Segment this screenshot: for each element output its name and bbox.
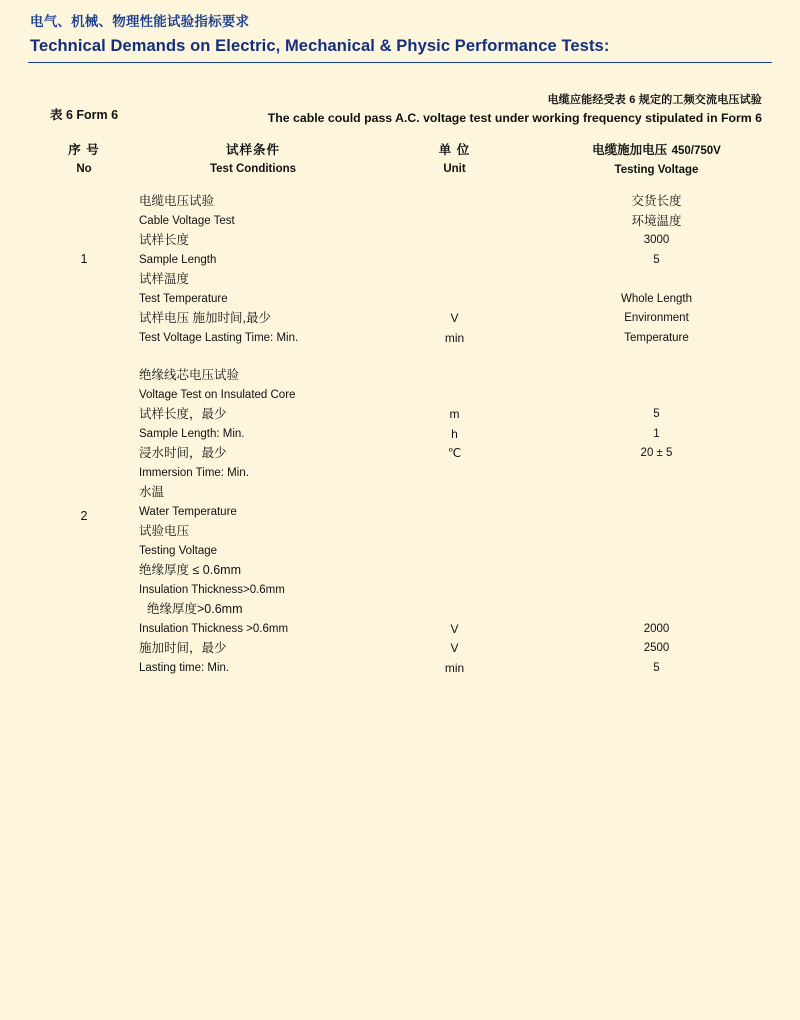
form-note	[268, 91, 764, 125]
condition-line: 试样电压 施加时间,最少	[139, 311, 271, 325]
header-unit-en: Unit	[443, 163, 466, 175]
condition-line: Insulation Thickness >0.6mm	[139, 622, 289, 635]
unit-line	[367, 386, 542, 406]
unit-line	[367, 503, 542, 523]
condition-line: Cable Voltage Test	[139, 214, 235, 227]
row2-unit-cell	[367, 358, 542, 688]
header-no-cn: 序 号	[68, 143, 100, 157]
form-number: 表 6 Form 6	[50, 108, 119, 122]
header-voltage-en: Testing Voltage	[614, 164, 699, 176]
page-title-en: Technical Demands on Electric, Mechanical & Physic Performance Tests:	[30, 37, 610, 55]
voltage-line	[542, 503, 771, 523]
unit-line	[367, 464, 542, 484]
header-conditions-en: Test Conditions	[209, 163, 297, 175]
row2-no: 2	[80, 509, 88, 523]
voltage-line	[542, 386, 771, 406]
row2-conditions	[139, 358, 367, 688]
form-note-en: The cable could pass A.C. voltage test under working frequency stipulated in Form 6	[267, 111, 762, 125]
unit-line	[367, 600, 542, 620]
form-caption	[28, 91, 772, 125]
unit-line: m	[449, 407, 460, 421]
header-cell-no	[29, 133, 139, 184]
header-voltage-first-line	[544, 140, 769, 159]
condition-line: 水温	[139, 485, 165, 499]
header-cell-voltage	[542, 133, 771, 184]
voltage-line: 交货长度	[631, 194, 682, 208]
unit-line: V	[450, 621, 459, 636]
condition-line: 绝缘厚度>0.6mm	[147, 602, 243, 616]
unit-line: ℃	[447, 446, 462, 460]
unit-line	[367, 581, 542, 601]
voltage-line: 20 ± 5	[640, 447, 673, 459]
voltage-line	[542, 464, 771, 484]
header-no-en: No	[76, 163, 92, 175]
header-voltage-rating: 450/750V	[671, 145, 721, 157]
test-conditions-table	[29, 133, 771, 688]
condition-line: 浸水时间，最少	[139, 446, 227, 460]
voltage-line: 环境温度	[631, 213, 682, 228]
condition-line: Testing Voltage	[139, 544, 218, 557]
row1-units	[367, 184, 542, 358]
condition-line: 试样温度	[139, 272, 190, 286]
row1-conditions-cell	[139, 184, 367, 358]
unit-line: min	[444, 660, 465, 675]
voltage-line: 5	[653, 408, 660, 420]
condition-line: 试样长度，最少	[139, 407, 227, 421]
voltage-line: 5	[653, 253, 660, 266]
condition-line: 施加时间，最少	[139, 641, 227, 655]
row2-conditions-cell	[139, 358, 367, 688]
condition-line: Immersion Time: Min.	[139, 466, 249, 479]
row2-units	[367, 358, 542, 688]
condition-line: Insulation Thickness>0.6mm	[139, 583, 285, 596]
unit-line: h	[451, 426, 458, 441]
unit-line: min	[444, 330, 465, 345]
unit-line	[367, 366, 542, 386]
condition-line: 试验电压	[139, 524, 190, 538]
condition-line: Lasting time: Min.	[139, 661, 230, 674]
unit-line	[367, 483, 542, 503]
row2-voltages	[542, 358, 771, 688]
unit-line: V	[450, 641, 459, 655]
condition-line: Water Temperature	[139, 505, 237, 518]
unit-line	[367, 270, 542, 290]
voltage-line	[542, 366, 771, 386]
voltage-line: 5	[653, 661, 660, 674]
voltage-line: Environment	[624, 312, 689, 324]
row1-no-cell	[29, 184, 139, 358]
form-note-cn: 电缆应能经受表 6 规定的工频交流电压试验	[547, 94, 762, 106]
header-divider	[28, 62, 772, 63]
row2-voltage-cell	[542, 358, 771, 688]
header-conditions-cn: 试样条件	[225, 143, 280, 157]
unit-line	[367, 231, 542, 251]
voltage-line: 2500	[643, 642, 670, 654]
voltage-line	[542, 483, 771, 503]
voltage-line	[542, 561, 771, 581]
unit-line	[367, 522, 542, 542]
condition-line: Test Temperature	[139, 292, 228, 305]
voltage-line: Temperature	[624, 331, 689, 344]
row1-conditions	[139, 184, 367, 358]
row1-voltages	[542, 184, 771, 358]
voltage-line: 2000	[643, 622, 670, 635]
unit-line	[367, 561, 542, 581]
row1-no: 1	[80, 252, 88, 266]
header-unit-cn: 单 位	[438, 143, 471, 157]
row1-unit-cell	[367, 184, 542, 358]
voltage-line	[542, 581, 771, 601]
header-cell-conditions	[139, 133, 367, 184]
voltage-line	[542, 600, 771, 620]
condition-line: Test Voltage Lasting Time: Min.	[139, 331, 299, 344]
unit-line: V	[450, 311, 459, 325]
condition-line: Voltage Test on Insulated Core	[139, 388, 296, 401]
row1-voltage-cell	[542, 184, 771, 358]
condition-line: 绝缘厚度 ≤ 0.6mm	[139, 563, 242, 577]
voltage-line	[542, 522, 771, 542]
row2-no-cell	[29, 358, 139, 688]
voltage-line	[542, 270, 771, 290]
header-voltage-cn: 电缆施加电压	[592, 143, 668, 157]
page-title-cn: 电气、机械、物理性能试验指标要求	[30, 14, 250, 29]
condition-line: 电缆电压试验	[139, 194, 215, 208]
voltage-line: 3000	[643, 234, 670, 246]
unit-line	[367, 542, 542, 562]
header-cell-unit	[367, 133, 542, 184]
table-row	[29, 358, 771, 688]
voltage-line: Whole Length	[621, 292, 692, 305]
condition-line: Sample Length: Min.	[139, 427, 245, 440]
unit-line	[367, 192, 542, 212]
unit-line	[367, 251, 542, 271]
condition-line: Sample Length	[139, 253, 217, 266]
voltage-line: 1	[653, 427, 660, 440]
unit-line	[367, 212, 542, 232]
table-header-row	[29, 133, 771, 184]
unit-line	[367, 290, 542, 310]
table-row	[29, 184, 771, 358]
condition-line: 绝缘线芯电压试验	[139, 368, 240, 382]
voltage-line	[542, 542, 771, 562]
condition-line: 试样长度	[139, 233, 190, 247]
